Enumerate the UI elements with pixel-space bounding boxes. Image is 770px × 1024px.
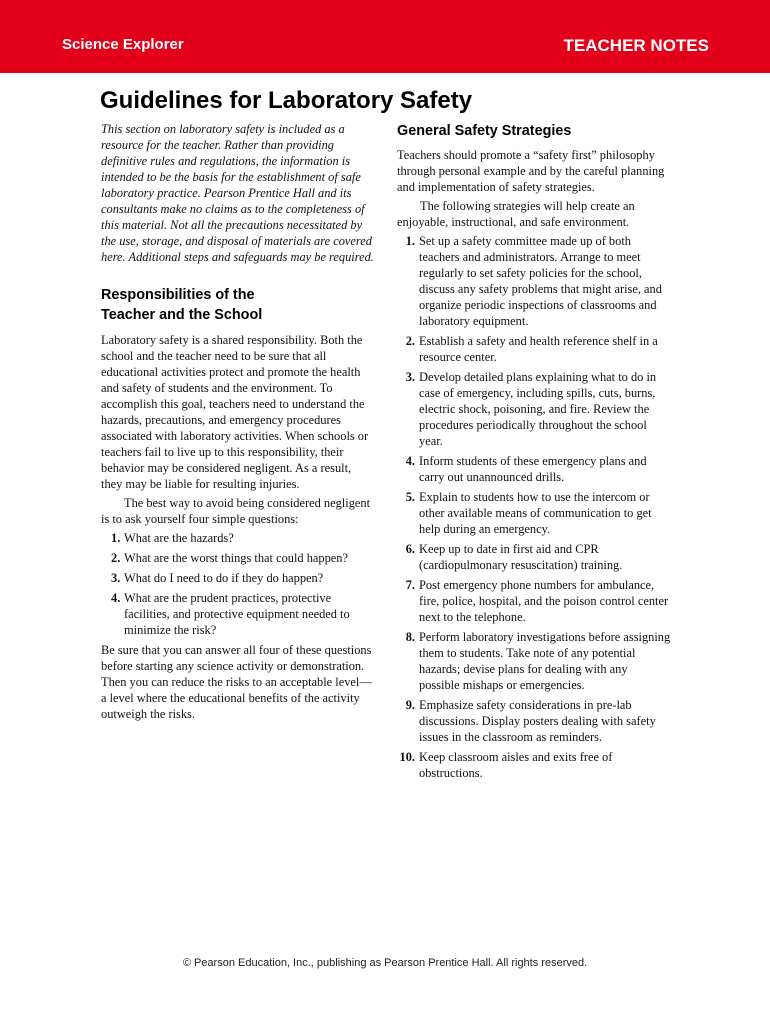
strategy-text: Keep up to date in first aid and CPR (cardiopulmonary resuscitation) training. <box>419 542 623 572</box>
responsibilities-paragraph: Laboratory safety is a shared responsibility. Both the school and the teacher need to be sure that all educational activities protect and promote the health and safety of students and the environment. To accomplish this goal, teachers need to understand the hazards, precautions, and emergency procedures associated with laboratory activities. When schools or teachers fail to live up to this responsibility, their behavior may be considered negligent. As a result, they may be liable for resulting injuries. <box>101 333 369 491</box>
closing-paragraph: Be sure that you can answer all four of these questions before starting any science activity or demonstration. Then you can reduce the risks to an acceptable level—a level where the educational benefits of the activity outweigh the risks. <box>101 643 372 721</box>
header-banner <box>0 0 770 73</box>
question-number: 4. <box>111 591 121 605</box>
strategy-text: Keep classroom aisles and exits free of obstructions. <box>419 750 613 780</box>
strategy-text: Explain to students how to use the intercom or other available means of communication to get help during an emergency. <box>419 490 652 536</box>
strategy-number: 1. <box>405 234 415 248</box>
list-item <box>397 369 671 449</box>
questions-list <box>101 530 374 638</box>
strategy-number: 3. <box>405 370 415 384</box>
intro-disclaimer: This section on laboratory safety is included as a resource for the teacher. Rather than providing definitive rules and regulations, the information is intended to be the basis for the establishment of safe laboratory practice. Pearson Prentice Hall and its consultants make no claims as to the completeness of this material. Not all the precautions necessitated by the use, storage, and disposal of materials are covered here. Additional steps and safeguards may be required. <box>101 122 374 264</box>
strategy-text: Develop detailed plans explaining what to do in case of emergency, including spills, cuts, burns, electric shock, poisoning, and fire. Review the procedures periodically throughout the school year. <box>419 370 657 448</box>
strategy-text: Emphasize safety considerations in pre-lab discussions. Display posters dealing with safety issues in the classroom as reminders. <box>419 698 656 744</box>
list-item <box>397 697 671 745</box>
list-item <box>397 453 671 485</box>
left-column <box>101 121 374 722</box>
strategy-number: 6. <box>405 542 415 556</box>
strategy-text: Perform laboratory investigations before assigning them to students. Take note of any potential hazards; devise plans for dealing with any possible mishaps or emergencies. <box>419 630 671 692</box>
list-item <box>101 570 374 586</box>
list-item <box>101 590 374 638</box>
strategies-heading: General Safety Strategies <box>397 123 572 139</box>
strategy-number: 10. <box>399 750 415 764</box>
strategy-number: 5. <box>405 490 415 504</box>
list-item <box>101 550 374 566</box>
strategy-number: 7. <box>405 578 415 592</box>
question-number: 2. <box>111 551 121 565</box>
question-text: What are the worst things that could happen? <box>124 551 348 565</box>
right-column <box>397 121 671 785</box>
list-item <box>397 749 671 781</box>
list-item <box>397 629 671 693</box>
strategy-number: 2. <box>405 334 415 348</box>
strategies-list <box>397 233 671 781</box>
question-number: 3. <box>111 571 121 585</box>
responsibilities-heading <box>101 285 374 325</box>
strategy-text: Establish a safety and health reference shelf in a resource center. <box>419 334 658 364</box>
strategy-number: 8. <box>405 630 415 644</box>
strategy-text: Inform students of these emergency plans and carry out unannounced drills. <box>419 454 647 484</box>
responsibilities-heading-line1: Responsibilities of the <box>101 287 255 303</box>
list-item <box>397 489 671 537</box>
question-text: What are the prudent practices, protective facilities, and protective equipment needed to minimize the risk? <box>124 591 350 637</box>
strategy-text: Post emergency phone numbers for ambulance, fire, police, hospital, and the poison control center next to the telephone. <box>419 578 669 624</box>
list-item <box>397 577 671 625</box>
list-item <box>397 233 671 329</box>
series-name: Science Explorer <box>62 36 184 53</box>
question-number: 1. <box>111 531 121 545</box>
list-item <box>101 530 374 546</box>
page-title: Guidelines for Laboratory Safety <box>100 87 473 114</box>
responsibilities-heading-line2: Teacher and the School <box>101 307 263 323</box>
list-item <box>397 541 671 573</box>
copyright-footer: © Pearson Education, Inc., publishing as Pearson Prentice Hall. All rights reserved. <box>182 957 588 969</box>
strategy-text: Set up a safety committee made up of both teachers and administrators. Arrange to meet regularly to set safety policies for the school, discuss any safety problems that might arise, and organize periodic inspections of classrooms and laboratory equipment. <box>419 234 662 328</box>
teacher-notes-label: TEACHER NOTES <box>563 36 709 55</box>
strategy-number: 4. <box>405 454 415 468</box>
question-text: What are the hazards? <box>124 531 234 545</box>
strategies-paragraph: Teachers should promote a “safety first” philosophy through personal example and by the careful planning and implementation of safety strategies. <box>397 148 665 194</box>
strategies-intro: The following strategies will help create an enjoyable, instructional, and safe environment. <box>397 199 635 229</box>
strategy-number: 9. <box>405 698 415 712</box>
questions-intro: The best way to avoid being considered negligent is to ask yourself four simple questions: <box>101 496 371 526</box>
list-item <box>397 333 671 365</box>
question-text: What do I need to do if they do happen? <box>124 571 324 585</box>
